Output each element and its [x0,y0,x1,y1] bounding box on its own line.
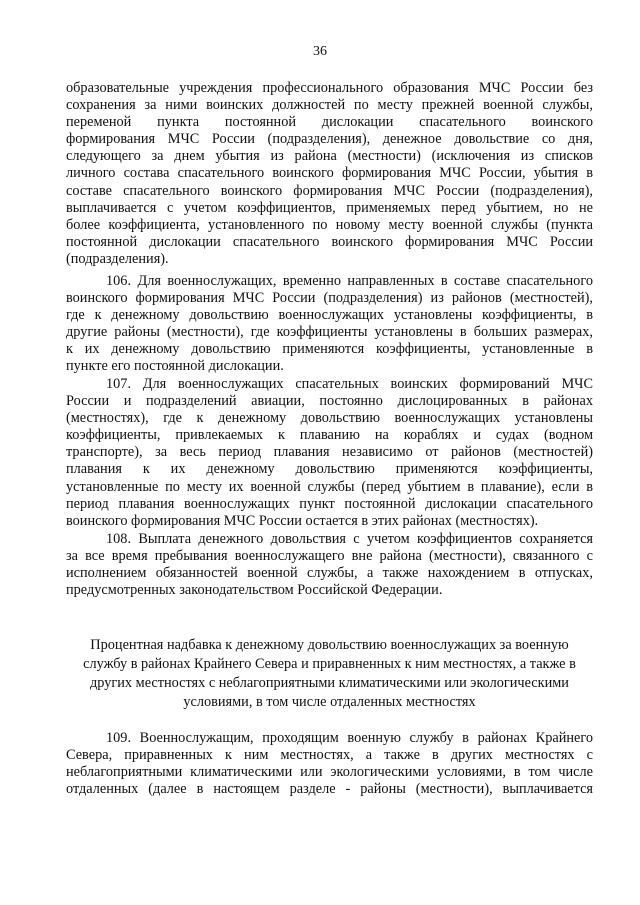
text-line: за все время пребывания военнослужащего вне района (местности), связанного с [66,548,593,565]
text-line: период плавания военнослужащих пункт постоянной дислокации спасательного [66,495,593,512]
text-line: предусмотренных законодательством Российской Федерации. [66,582,443,599]
text-line: личного состава спасательного воинского формирования МЧС России, убытия в [66,165,593,182]
text-line: (подразделения). [66,250,169,267]
heading-line: Процентная надбавка к денежному довольствию военнослужащих за военную [90,637,569,653]
text-line: 108. Выплата денежного довольствия с учетом коэффициентов сохраняется [106,531,593,547]
text-line: где к денежному довольствию военнослужащих установлены коэффициенты, в [66,307,593,324]
section-heading [66,636,593,712]
text-line: выплачивается с учетом коэффициентов, применяемых перед убытием, но не [66,199,593,216]
text-line: исполнением обязанностей военной службы, а также нахождением в отпусках, [66,565,593,582]
text-line: установленные по месту их военной службы (перед убытием в плавание), если в [66,478,593,495]
text-line: воинского формирования МЧС России (подразделения) из районов (местностей), [66,290,593,307]
text-line: сохранения за ними воинских должностей по месту прежней военной службы, [66,97,593,114]
text-line: плавания к их денежному довольствию применяются коэффициенты, [66,461,593,478]
text-line: 106. Для военнослужащих, временно направленных в составе спасательного [106,273,593,289]
text-line: постоянной дислокации спасательного воинского формирования МЧС России [66,233,593,250]
text-line: коэффициенты, привлекаемых к плаванию на кораблях и судах (водном [66,427,593,444]
text-line: отдаленных (далее в настоящем разделе - районы (местности), выплачивается [66,781,593,798]
text-line: переменой пункта постоянной дислокации спасательного воинского [66,114,593,131]
text-line: образовательные учреждения профессионального образования МЧС России без [66,80,593,96]
text-line: следующего за днем убытия из района (местности) (исключения из списков [66,148,593,165]
page-number: 36 [313,44,327,59]
heading-line: условиями, в том числе отдаленных местностях [183,694,476,710]
text-line: транспорте), за весь период плавания независимо от районов (местностей) [66,444,593,461]
text-line: формирования МЧС России (подразделения), денежное довольствие со дня, [66,131,593,148]
text-line: пункте его постоянной дислокации. [66,358,284,375]
text-line: другие районы (местности), где коэффициенты установлены в больших размерах, [66,324,593,341]
text-line: составе спасательного воинского формирования МЧС России (подразделения), [66,182,593,199]
text-line: неблагоприятными климатическими или экологическими условиями, в том числе [66,764,593,781]
text-line: (местностях), где к денежному довольствию военнослужащих установлены [66,410,593,427]
text-line: Севера, приравненных к ним местностях, а также в других местностях с [66,747,593,764]
text-line: к их денежному довольствию применяются коэффициенты, установленные в [66,341,593,358]
paragraph-107 [66,376,593,530]
heading-line: службу в районах Крайнего Севера и приравненных к ним местностях, а также в [83,656,576,672]
text-line: 107. Для военнослужащих спасательных воинских формирований МЧС [106,376,593,392]
text-line: более коэффициента, установленного по новому месту военной службы (пункта [66,216,593,233]
paragraph-109 [66,730,593,798]
text-line: воинского формирования МЧС России остается в этих районах (местностях). [66,512,539,529]
heading-line: других местностях с неблагоприятными климатическими или экологическими [90,675,569,691]
text-line: 109. Военнослужащим, проходящим военную службу в районах Крайнего [106,730,593,746]
paragraph-106 [66,273,593,376]
paragraph-continuation [66,80,593,268]
text-line: России и подразделений авиации, постоянно дислоцированных в районах [66,393,593,410]
paragraph-108 [66,531,593,599]
